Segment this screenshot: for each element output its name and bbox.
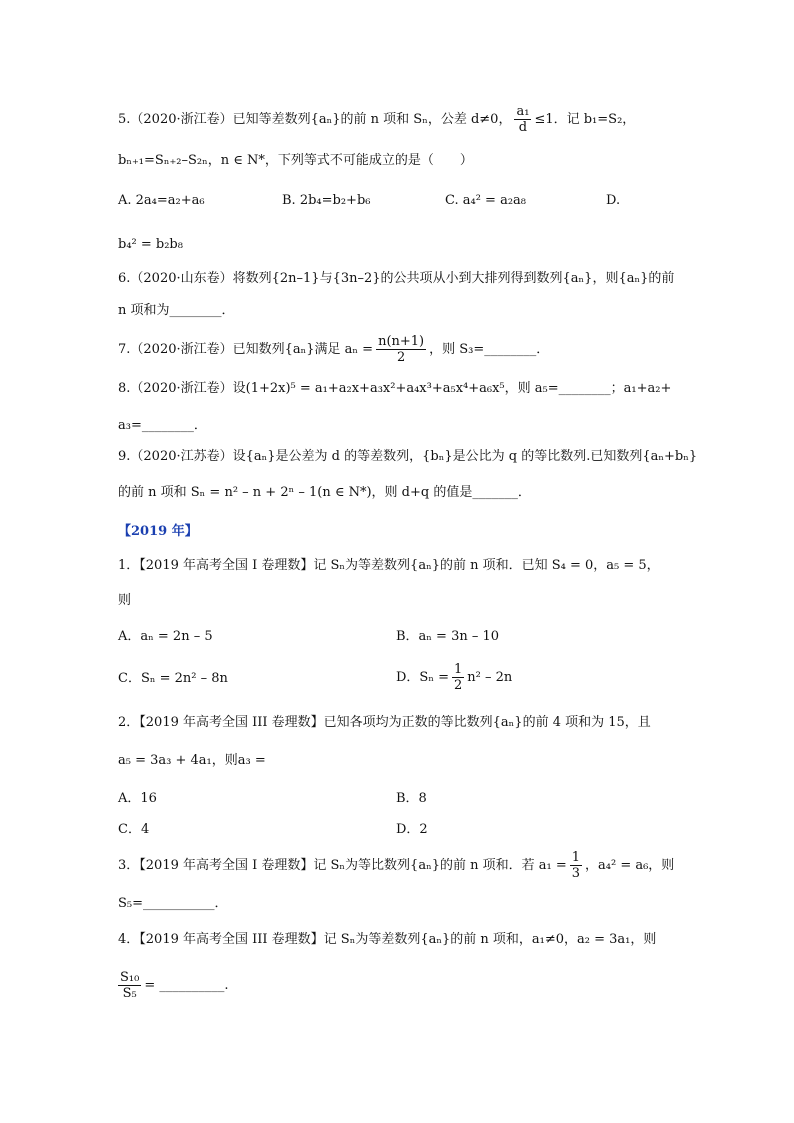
q5-option-d-expr: b₄² = b₂b₈ [118,237,183,252]
q2019-3-line1 [118,850,674,881]
q2019-2-line2: a₅ = 3a₃ + 4a₁，则a₃ = [118,753,266,768]
q5-line2: bₙ₊₁=Sₙ₊₂–S₂ₙ，n ∈ N*，下列等式不可能成立的是（ ） [118,153,473,168]
q8-line2: a₃=________． [118,418,207,433]
q6-line2: n 项和为________． [118,303,235,318]
q2019-1-line1: 1．【2019 年高考全国 I 卷理数】记 Sₙ为等差数列{aₙ}的前 n 项和．已知 S₄ = 0，a₅ = 5， [118,558,660,573]
q7-line [118,334,549,365]
q2019-1-option-d [396,662,512,693]
q5-text-post: ≤1．记 b₁=S₂， [534,112,636,127]
q5-fraction [514,104,531,135]
q2019-2-option-b: B．8 [396,791,427,806]
q2019-2-option-a: A．16 [118,791,157,806]
q2019-1-option-d-post: n² – 2n [467,670,513,685]
q5-line1 [118,104,635,135]
q7-text: 7.（2020·浙江卷）已知数列{aₙ}满足 aₙ = [118,342,374,357]
q7-frac-num: n(n+1) [378,334,425,349]
section-header-2019: 【2019 年】 [118,524,198,539]
q5-option-b: B. 2b₄=b₂+b₆ [282,193,371,208]
q2019-3-line2: S₅=___________． [118,896,228,911]
q2019-3-text-post: ，a₄² = a₆，则 [585,858,675,873]
q5-option-d: D. [606,193,621,208]
q2019-1-option-d-num: 1 [453,662,463,677]
q2019-1-option-a: A．aₙ = 2n – 5 [118,629,213,644]
q5-frac-den: d [518,120,528,135]
q2019-4-frac-num: S₁₀ [120,970,140,985]
q2019-4-fraction [118,970,141,1001]
q2019-2-option-d: D．2 [396,822,428,837]
q9-line1: 9.（2020·江苏卷）设{aₙ}是公差为 d 的等差数列，{bₙ}是公比为 q 的等比数列.已知数列{aₙ+bₙ} [118,449,698,464]
q7-fraction [376,334,426,365]
q5-frac-num: a₁ [516,104,530,119]
q7-text-post: ，则 S₃=________． [429,342,550,357]
q5-text: 5.（2020·浙江卷）已知等差数列{aₙ}的前 n 项和 Sₙ，公差 d≠0， [118,112,512,127]
q2019-4-line2 [118,970,229,1001]
q2019-1-option-c: C．Sₙ = 2n² – 8n [118,671,228,686]
q2019-4-text-post: = __________. [144,978,229,993]
q2019-1-option-b: B．aₙ = 3n – 10 [396,629,500,644]
q2019-1-option-d-pre: D．Sₙ = [396,670,449,685]
q2019-2-option-c: C．4 [118,822,150,837]
q2019-3-frac-den: 3 [571,866,581,881]
q9-line2: 的前 n 项和 Sₙ = n² – n + 2ⁿ – 1(n ∈ N*)，则 d+q 的值是_______． [118,485,531,500]
q8-line1: 8.（2020·浙江卷）设(1+2x)⁵ = a₁+a₂x+a₃x²+a₄x³+a₅x⁴+a₆x⁵，则 a₅=________；a₁+a₂+ [118,381,672,396]
q2019-4-line1: 4．【2019 年高考全国 III 卷理数】记 Sₙ为等差数列{aₙ}的前 n 项和，a₁≠0，a₂ = 3a₁，则 [118,932,657,947]
q2019-4-frac-den: S₅ [122,986,137,1001]
q2019-1-option-d-den: 2 [453,678,463,693]
q2019-1-option-d-fraction [452,662,464,693]
q2019-1-line2: 则 [118,593,132,608]
q6-line1: 6.（2020·山东卷）将数列{2n–1}与{3n–2}的公共项从小到大排列得到数列{aₙ}，则{aₙ}的前 [118,271,675,286]
q2019-3-fraction [570,850,582,881]
q5-option-c: C. a₄² = a₂a₈ [445,193,527,208]
q5-option-a: A. 2a₄=a₂+a₆ [118,193,205,208]
q7-frac-den: 2 [396,350,406,365]
q2019-3-text: 3．【2019 年高考全国 I 卷理数】记 Sₙ为等比数列{aₙ}的前 n 项和．若 a₁ = [118,858,567,873]
q2019-2-line1: 2．【2019 年高考全国 III 卷理数】已知各项均为正数的等比数列{aₙ}的前 4 项和为 15，且 [118,715,651,730]
q2019-3-frac-num: 1 [571,850,581,865]
